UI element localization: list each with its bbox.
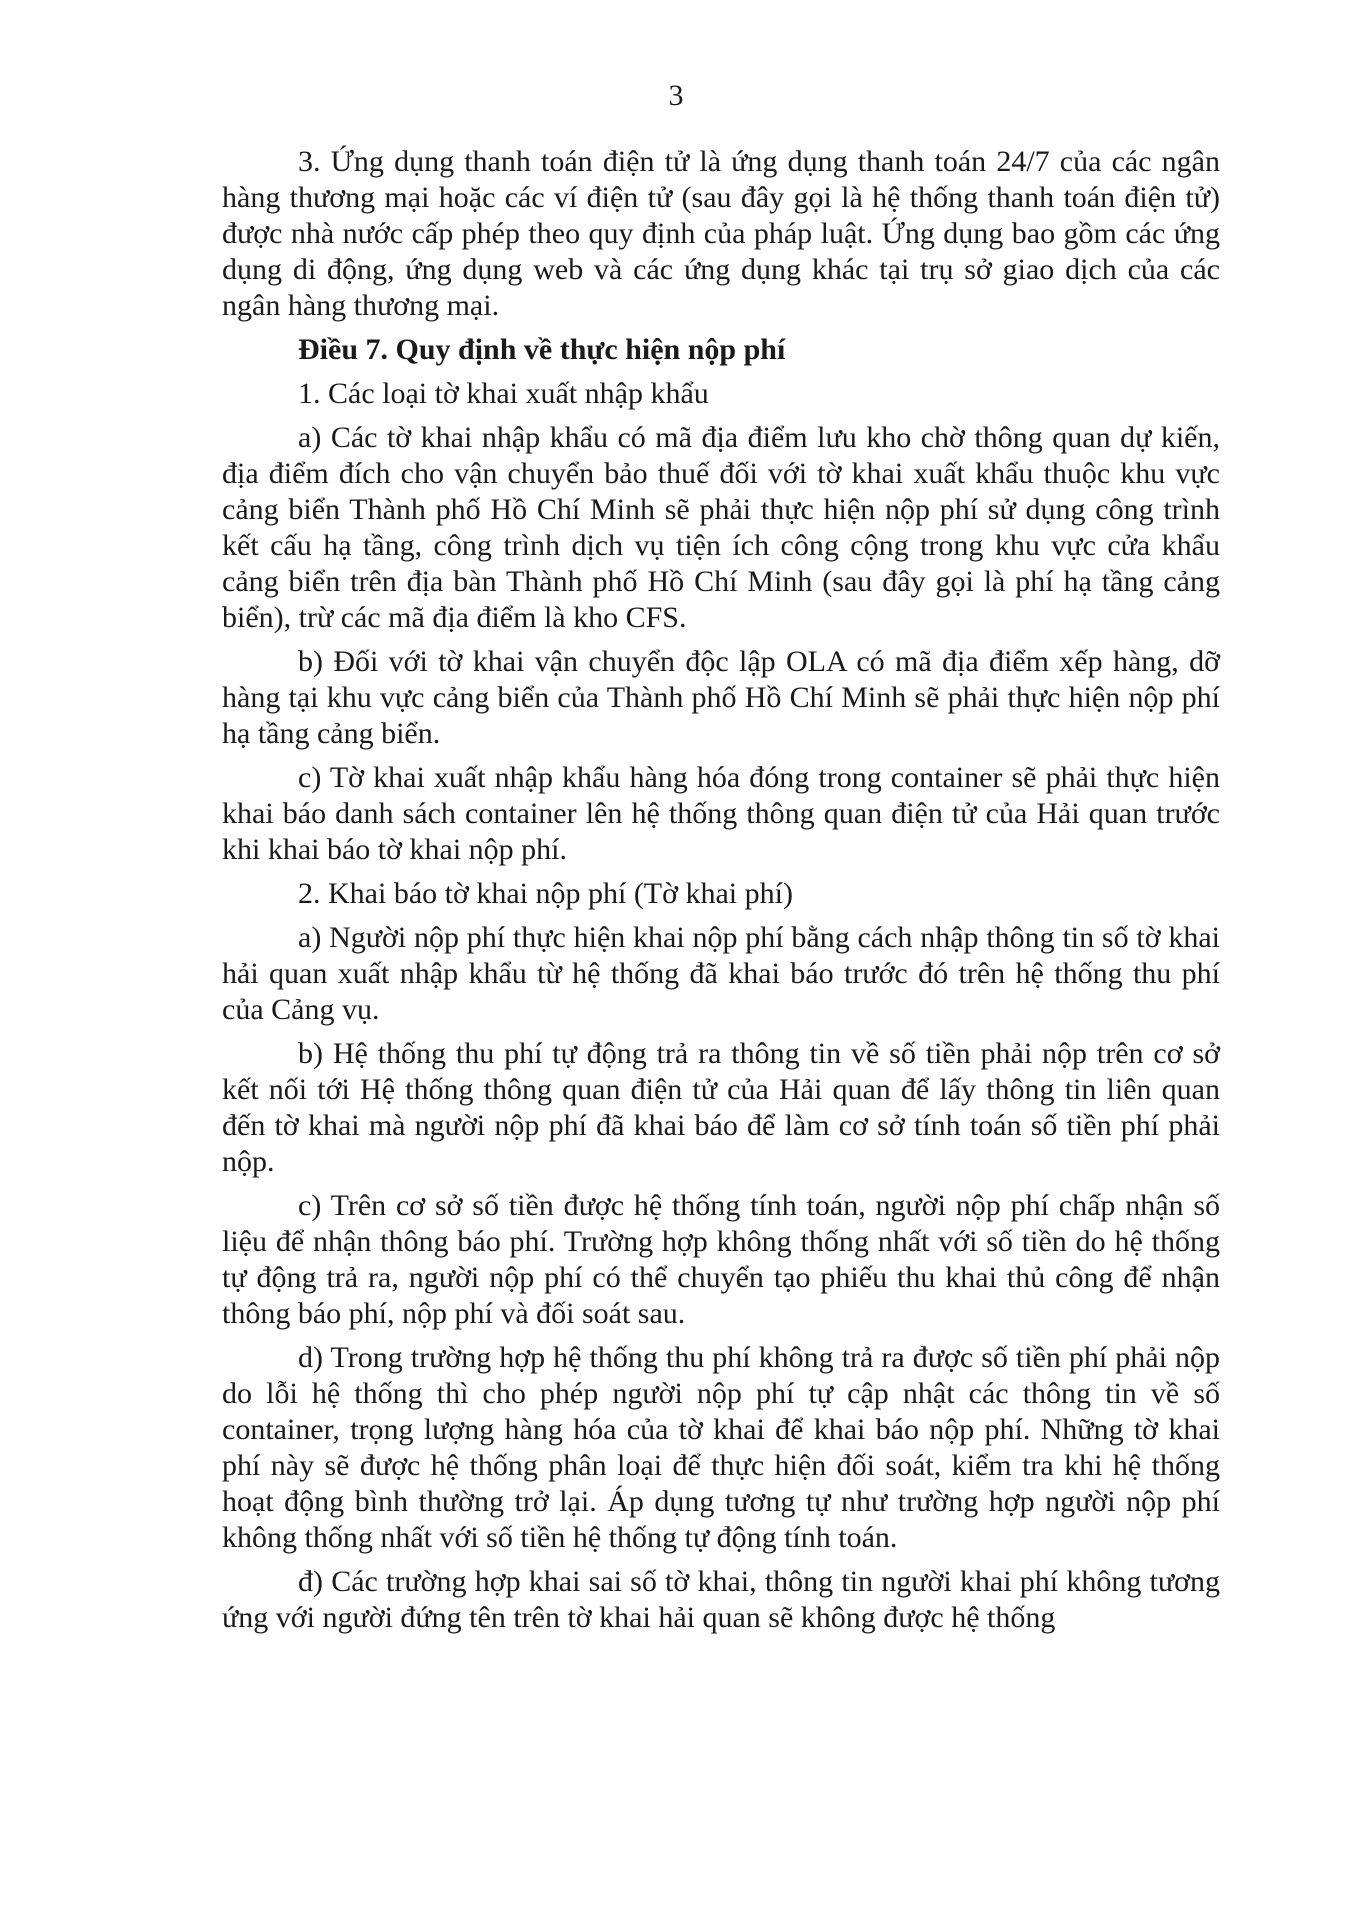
article-7-heading: Điều 7. Quy định về thực hiện nộp phí [298,333,786,366]
paragraph-2b: b) Hệ thống thu phí tự động trả ra thông tin về số tiền phải nộp trên cơ sở kết nối tới Hệ thống thông quan điện tử của Hải quan để lấy thông tin liên quan đến tờ khai mà người nộp phí đã khai báo để làm cơ sở tính toán số tiền phí phải nộp. [222,1037,1220,1178]
paragraph-1a: a) Các tờ khai nhập khẩu có mã địa điểm lưu kho chờ thông quan dự kiến, địa điểm đích cho vận chuyển bảo thuế đối với tờ khai xuất khẩu thuộc khu vực cảng biển Thành phố Hồ Chí Minh sẽ phải thực hiện nộp phí sử dụng công trình kết cấu hạ tầng, công trình dịch vụ tiện ích công cộng trong khu vực cửa khẩu cảng biển trên địa bàn Thành phố Hồ Chí Minh (sau đây gọi là phí hạ tầng cảng biển), trừ các mã địa điểm là kho CFS. [222,421,1220,634]
paragraph-2d: d) Trong trường hợp hệ thống thu phí không trả ra được số tiền phí phải nộp do lỗi hệ thống thì cho phép người nộp phí tự cập nhật các thông tin về số container, trọng lượng hàng hóa của tờ khai để khai báo nộp phí. Những tờ khai phí này sẽ được hệ thống phân loại để thực hiện đối soát, kiểm tra khi hệ thống hoạt động bình thường trở lại. Áp dụng tương tự như trường hợp người nộp phí không thống nhất với số tiền hệ thống tự động tính toán. [222,1341,1220,1554]
document-body [222,144,1220,1644]
paragraph-2dd: đ) Các trường hợp khai sai số tờ khai, thông tin người khai phí không tương ứng với người đứng tên trên tờ khai hải quan sẽ không được hệ thống [222,1565,1220,1634]
paragraph-1c: c) Tờ khai xuất nhập khẩu hàng hóa đóng trong container sẽ phải thực hiện khai báo danh sách container lên hệ thống thông quan điện tử của Hải quan trước khi khai báo tờ khai nộp phí. [222,761,1220,866]
paragraph-2c: c) Trên cơ sở số tiền được hệ thống tính toán, người nộp phí chấp nhận số liệu để nhận thông báo phí. Trường hợp không thống nhất với số tiền do hệ thống tự động trả ra, người nộp phí có thể chuyển tạo phiếu thu khai thủ công để nhận thông báo phí, nộp phí và đối soát sau. [222,1189,1220,1330]
section-2-title: 2. Khai báo tờ khai nộp phí (Tờ khai phí) [298,877,793,910]
paragraph-electronic-payment-app: 3. Ứng dụng thanh toán điện tử là ứng dụng thanh toán 24/7 của các ngân hàng thương mại hoặc các ví điện tử (sau đây gọi là hệ thống thanh toán điện tử) được nhà nước cấp phép theo quy định của pháp luật. Ứng dụng bao gồm các ứng dụng di động, ứng dụng web và các ứng dụng khác tại trụ sở giao dịch của các ngân hàng thương mại. [222,145,1220,322]
paragraph-2a: a) Người nộp phí thực hiện khai nộp phí bằng cách nhập thông tin số tờ khai hải quan xuất nhập khẩu từ hệ thống đã khai báo trước đó trên hệ thống thu phí của Cảng vụ. [222,921,1220,1026]
page-number: 3 [668,79,684,112]
paragraph-1b: b) Đối với tờ khai vận chuyển độc lập OLA có mã địa điểm xếp hàng, dỡ hàng tại khu vực cảng biển của Thành phố Hồ Chí Minh sẽ phải thực hiện nộp phí hạ tầng cảng biển. [222,645,1220,750]
section-1-title: 1. Các loại tờ khai xuất nhập khẩu [298,377,709,410]
